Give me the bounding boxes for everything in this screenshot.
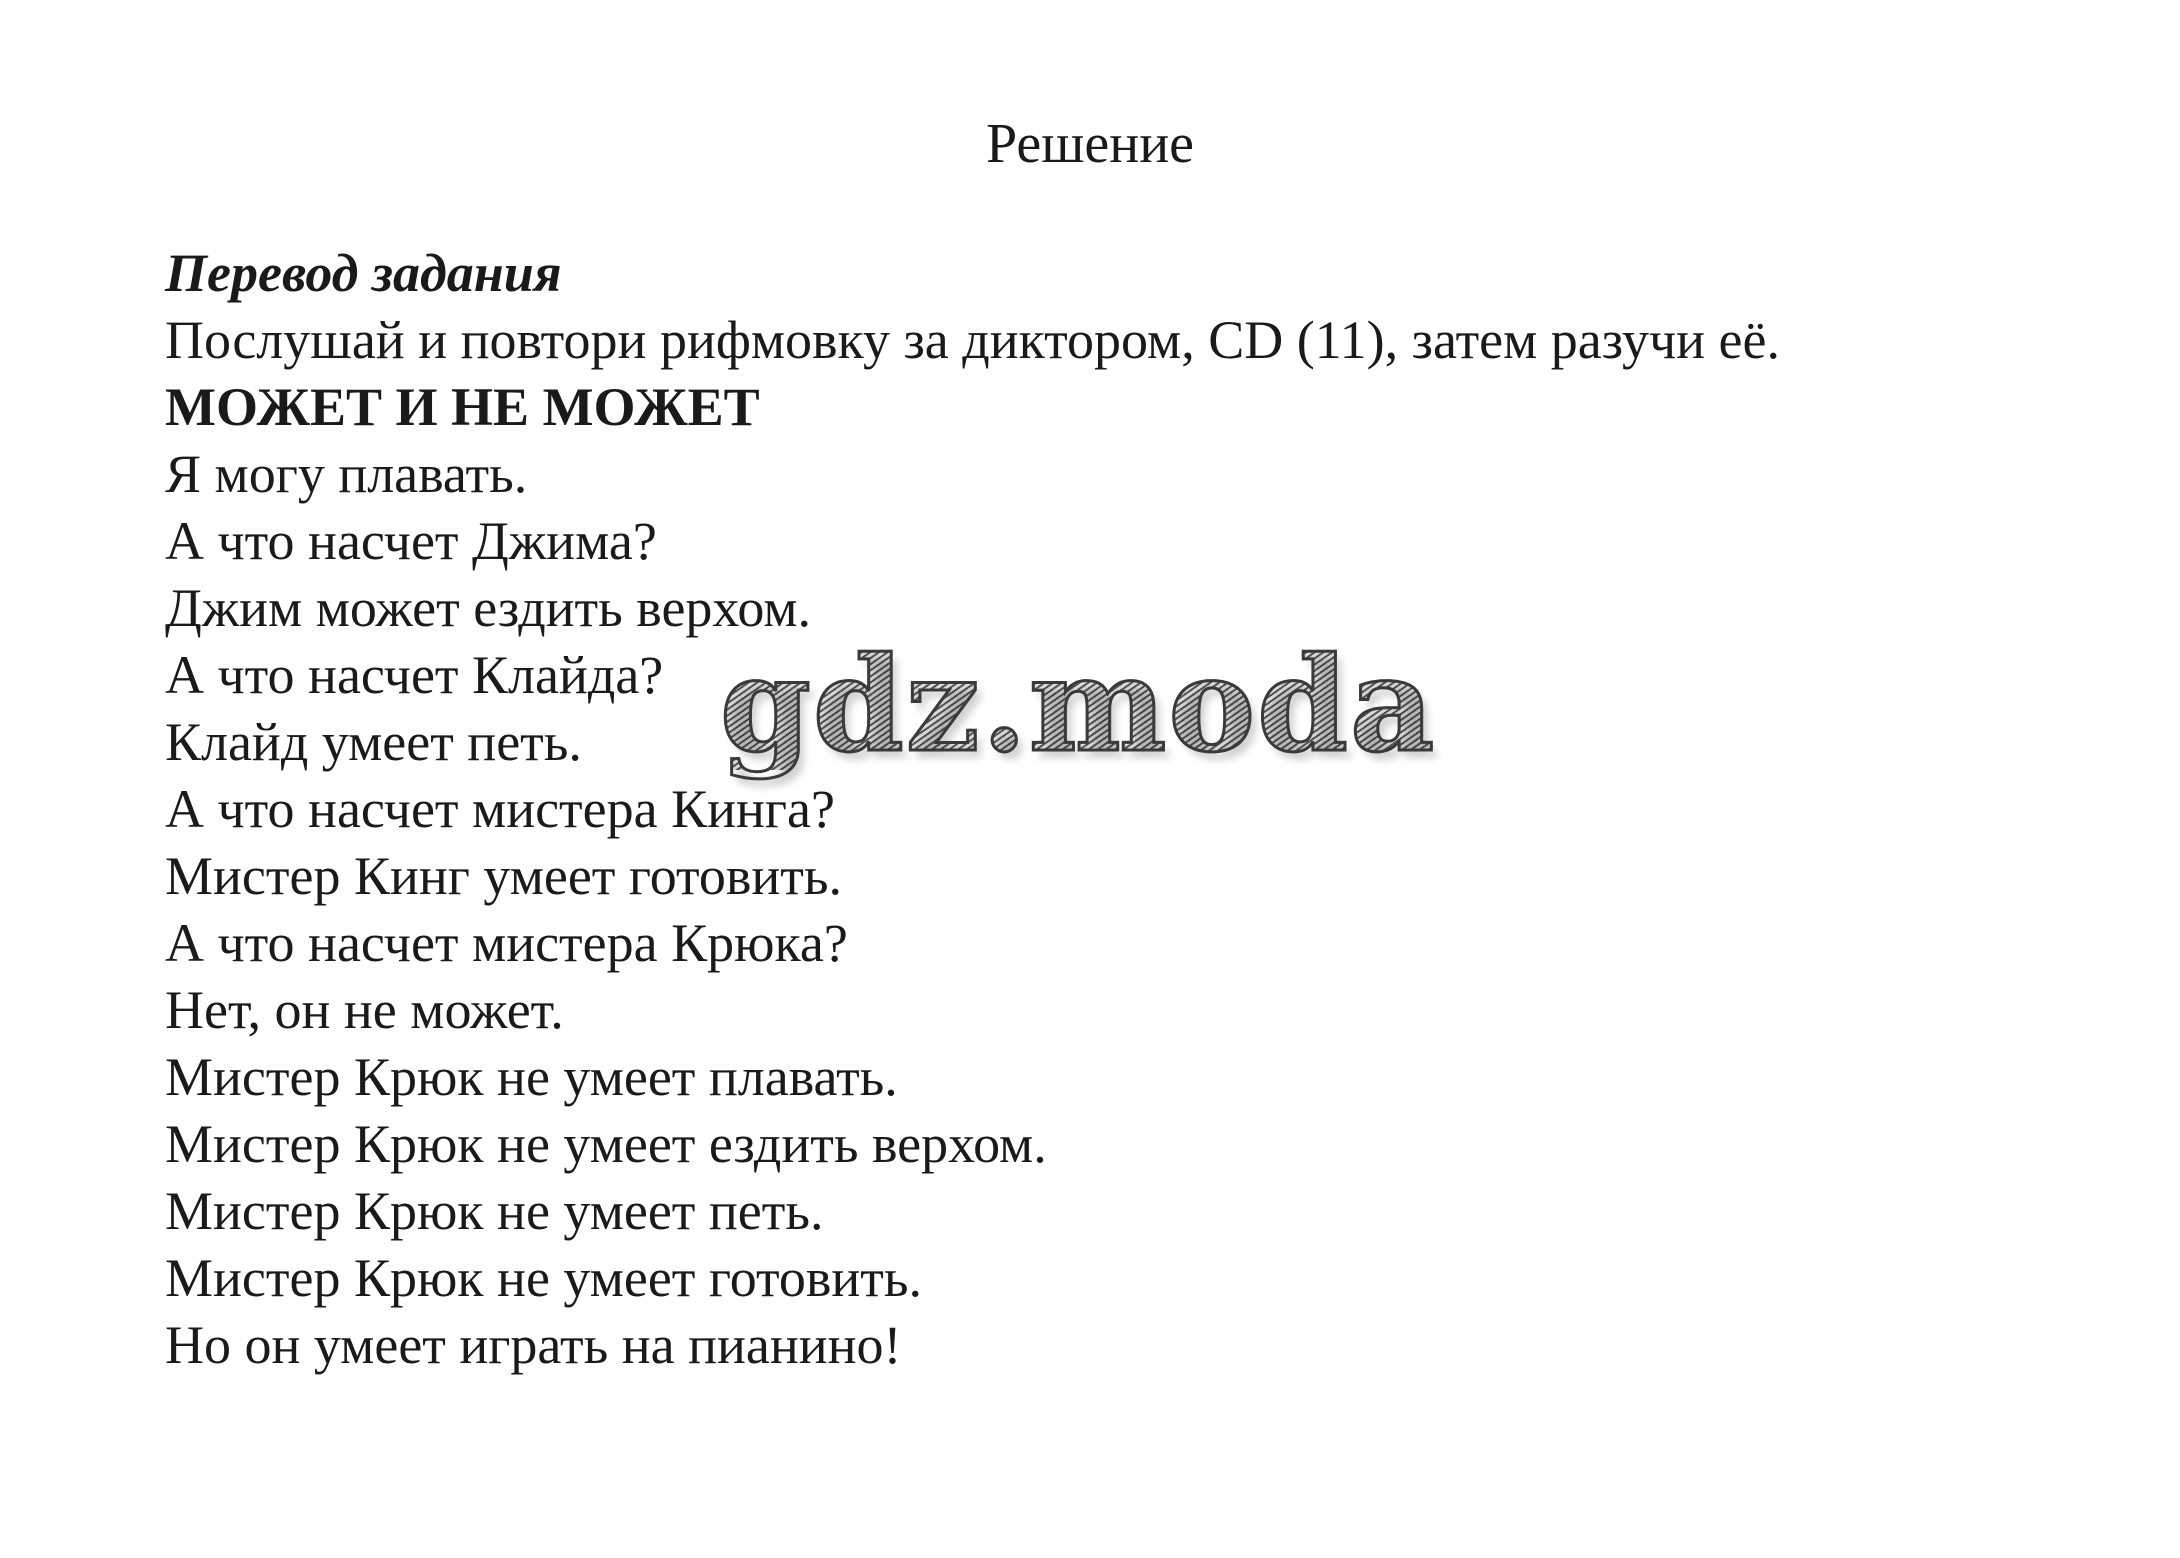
rhyme-line: Мистер Крюк не умеет ездить верхом. bbox=[165, 1114, 1047, 1174]
rhyme-line: А что насчет мистера Кинга? bbox=[165, 779, 835, 839]
task-title: Перевод задания bbox=[165, 243, 562, 303]
rhyme-line: Джим может ездить верхом. bbox=[165, 578, 812, 638]
rhyme-line: Мистер Кинг умеет готовить. bbox=[165, 846, 843, 906]
rhyme-line: Но он умеет играть на пианино! bbox=[165, 1315, 902, 1375]
rhyme-line: Клайд умеет петь. bbox=[165, 712, 582, 772]
rhyme-line: Я могу плавать. bbox=[165, 444, 528, 504]
rhyme-line: А что насчет Джима? bbox=[165, 511, 657, 571]
watermark-logo: gdz.moda bbox=[720, 628, 1437, 781]
solution-content bbox=[165, 240, 2065, 1379]
rhyme-line: А что насчет мистера Крюка? bbox=[165, 913, 848, 973]
page-heading: Решение bbox=[985, 113, 1195, 175]
rhyme-line: Мистер Крюк не умеет готовить. bbox=[165, 1248, 923, 1308]
task-instruction: Послушай и повтори рифмовку за диктором, CD (11), затем разучи её. bbox=[165, 310, 1780, 370]
rhyme-line: Мистер Крюк не умеет петь. bbox=[165, 1181, 824, 1241]
rhyme-line: Мистер Крюк не умеет плавать. bbox=[165, 1047, 898, 1107]
rhyme-title: МОЖЕТ И НЕ МОЖЕТ bbox=[165, 377, 760, 437]
rhyme-line: А что насчет Клайда? bbox=[165, 645, 664, 705]
rhyme-line: Нет, он не может. bbox=[165, 980, 564, 1040]
